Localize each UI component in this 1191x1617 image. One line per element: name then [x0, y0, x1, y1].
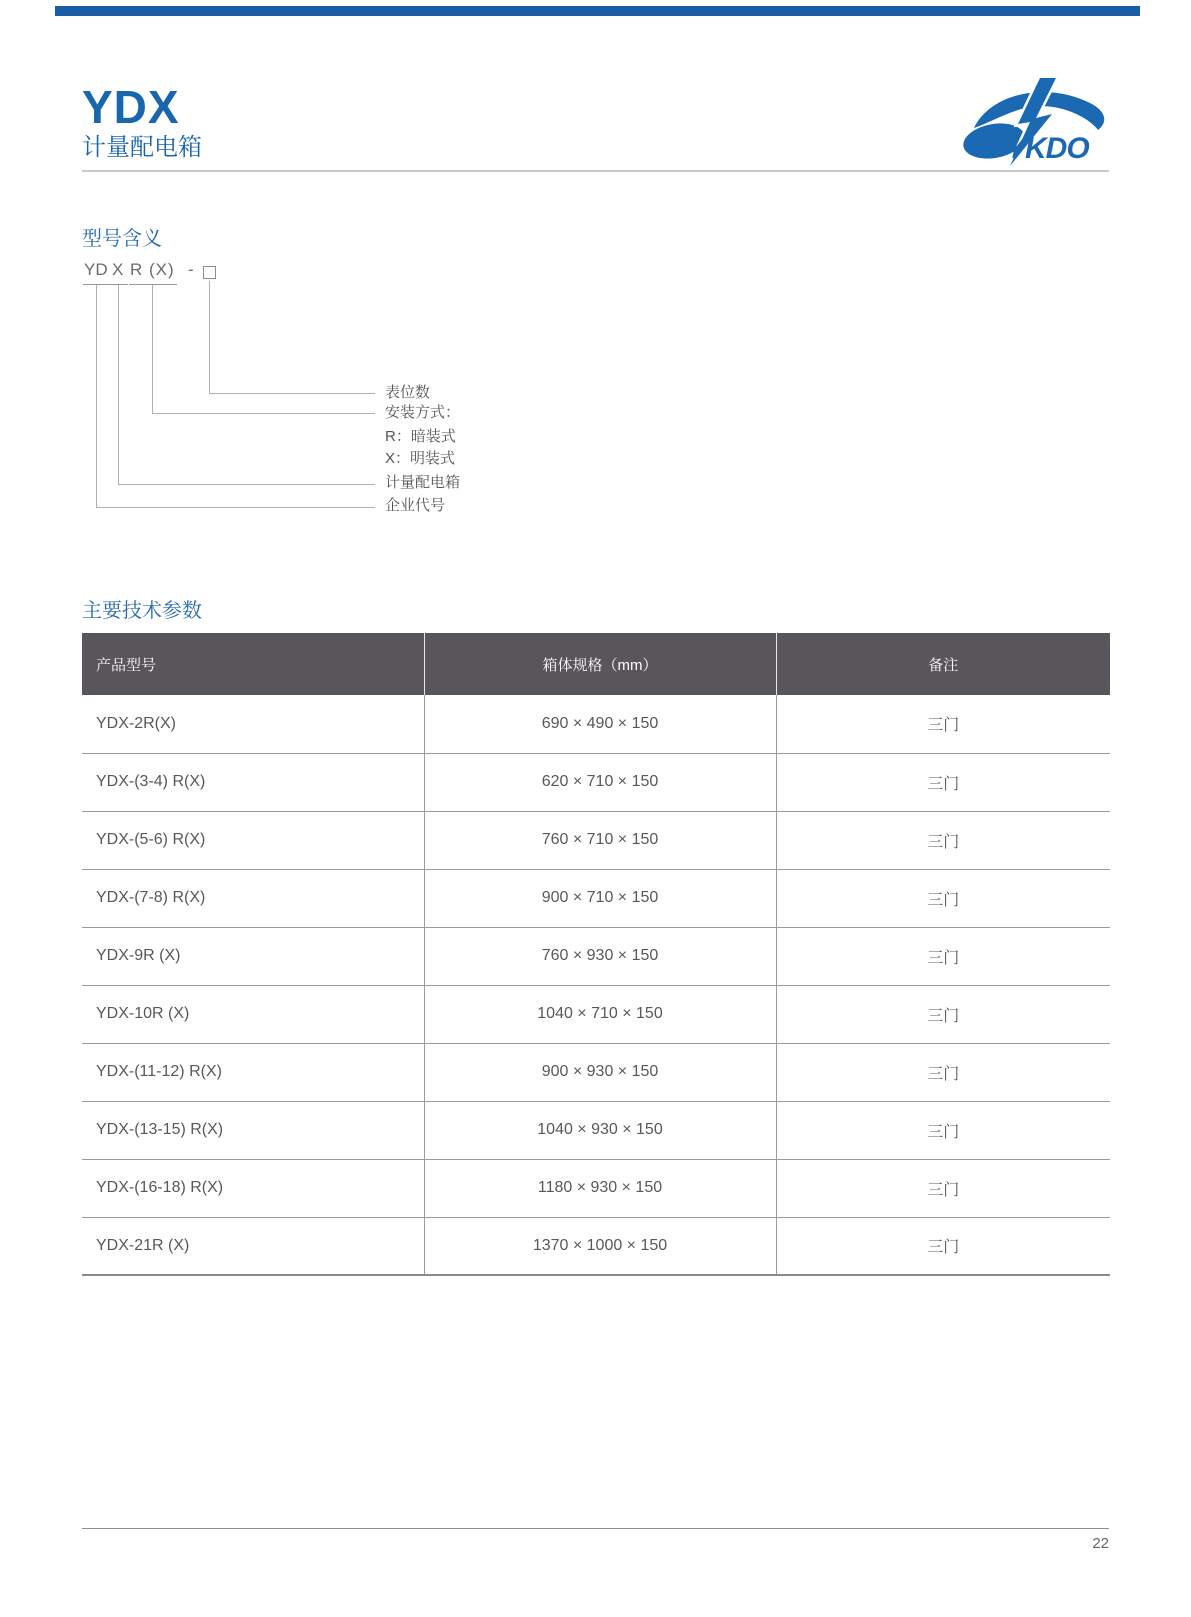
model-cell: YDX-(11-12) R(X)	[82, 1043, 424, 1101]
model-cell: YDX-(7-8) R(X)	[82, 869, 424, 927]
model-cell: YDX-(16-18) R(X)	[82, 1159, 424, 1217]
note-cell: 三门	[776, 869, 1110, 927]
header-divider	[82, 170, 1109, 172]
table-row	[82, 1043, 1110, 1101]
size-cell: 900 × 710 × 150	[424, 869, 776, 927]
table-row	[82, 1159, 1110, 1217]
table-row	[82, 985, 1110, 1043]
size-cell: 1040 × 930 × 150	[424, 1101, 776, 1159]
size-cell: 620 × 710 × 150	[424, 753, 776, 811]
diagram-underline	[110, 284, 128, 285]
page-title: YDX	[82, 81, 180, 133]
section-heading-model-meaning: 型号含义	[82, 228, 162, 250]
table-row	[82, 811, 1110, 869]
note-cell: 三门	[776, 985, 1110, 1043]
diagram-label-mounting-x: X：明装式	[385, 450, 456, 467]
page-subtitle: 计量配电箱	[82, 134, 202, 161]
column-header-note: 备注	[776, 633, 1110, 695]
top-accent-bar	[55, 6, 1140, 16]
size-cell: 690 × 490 × 150	[424, 695, 776, 753]
spec-table	[82, 633, 1110, 1276]
note-cell: 三门	[776, 1217, 1110, 1275]
footer-divider	[82, 1528, 1109, 1529]
table-row	[82, 695, 1110, 753]
note-cell: 三门	[776, 927, 1110, 985]
note-cell: 三门	[776, 753, 1110, 811]
spec-table-body	[82, 695, 1110, 1275]
size-cell: 900 × 930 × 150	[424, 1043, 776, 1101]
size-cell: 1040 × 710 × 150	[424, 985, 776, 1043]
diagram-line	[152, 285, 153, 413]
size-cell: 1180 × 930 × 150	[424, 1159, 776, 1217]
model-cell: YDX-(3-4) R(X)	[82, 753, 424, 811]
company-logo	[960, 78, 1108, 166]
diagram-label-box-type: 计量配电箱	[385, 474, 461, 491]
table-row	[82, 1101, 1110, 1159]
size-cell: 760 × 710 × 150	[424, 811, 776, 869]
note-cell: 三门	[776, 1043, 1110, 1101]
model-cell: YDX-(13-15) R(X)	[82, 1101, 424, 1159]
diagram-line	[209, 393, 375, 394]
model-code-enterprise: YD	[84, 260, 108, 279]
note-cell: 三门	[776, 1101, 1110, 1159]
table-row	[82, 753, 1110, 811]
diagram-label-meter-count: 表位数	[385, 384, 431, 401]
diagram-line	[96, 285, 97, 507]
diagram-line	[118, 484, 375, 485]
model-cell: YDX-2R(X)	[82, 695, 424, 753]
column-header-model: 产品型号	[82, 633, 424, 695]
model-code-placeholder-box	[203, 266, 216, 279]
diagram-label-enterprise: 企业代号	[385, 497, 446, 514]
table-row	[82, 927, 1110, 985]
page-number: 22	[1092, 1535, 1109, 1552]
size-cell: 760 × 930 × 150	[424, 927, 776, 985]
size-cell: 1370 × 1000 × 150	[424, 1217, 776, 1275]
column-header-size: 箱体规格（mm）	[424, 633, 776, 695]
diagram-underline	[129, 284, 177, 285]
model-cell: YDX-(5-6) R(X)	[82, 811, 424, 869]
model-code-type: X	[112, 260, 124, 279]
diagram-line	[118, 285, 119, 484]
model-cell: YDX-9R (X)	[82, 927, 424, 985]
model-cell: YDX-21R (X)	[82, 1217, 424, 1275]
note-cell: 三门	[776, 695, 1110, 753]
section-heading-parameters: 主要技术参数	[82, 600, 202, 622]
diagram-line	[96, 507, 375, 508]
diagram-label-mounting: 安装方式：	[385, 404, 461, 421]
note-cell: 三门	[776, 811, 1110, 869]
table-row	[82, 869, 1110, 927]
diagram-label-mounting-r: R：暗装式	[385, 428, 456, 445]
note-cell: 三门	[776, 1159, 1110, 1217]
diagram-line	[152, 413, 375, 414]
diagram-line	[209, 281, 210, 393]
spec-table-header-row	[82, 633, 1110, 695]
logo-wordmark: YKDO	[1006, 132, 1089, 165]
table-row	[82, 1217, 1110, 1275]
model-code-dash: -	[188, 260, 194, 279]
model-cell: YDX-10R (X)	[82, 985, 424, 1043]
model-code-mounting: R (X)	[130, 260, 175, 279]
